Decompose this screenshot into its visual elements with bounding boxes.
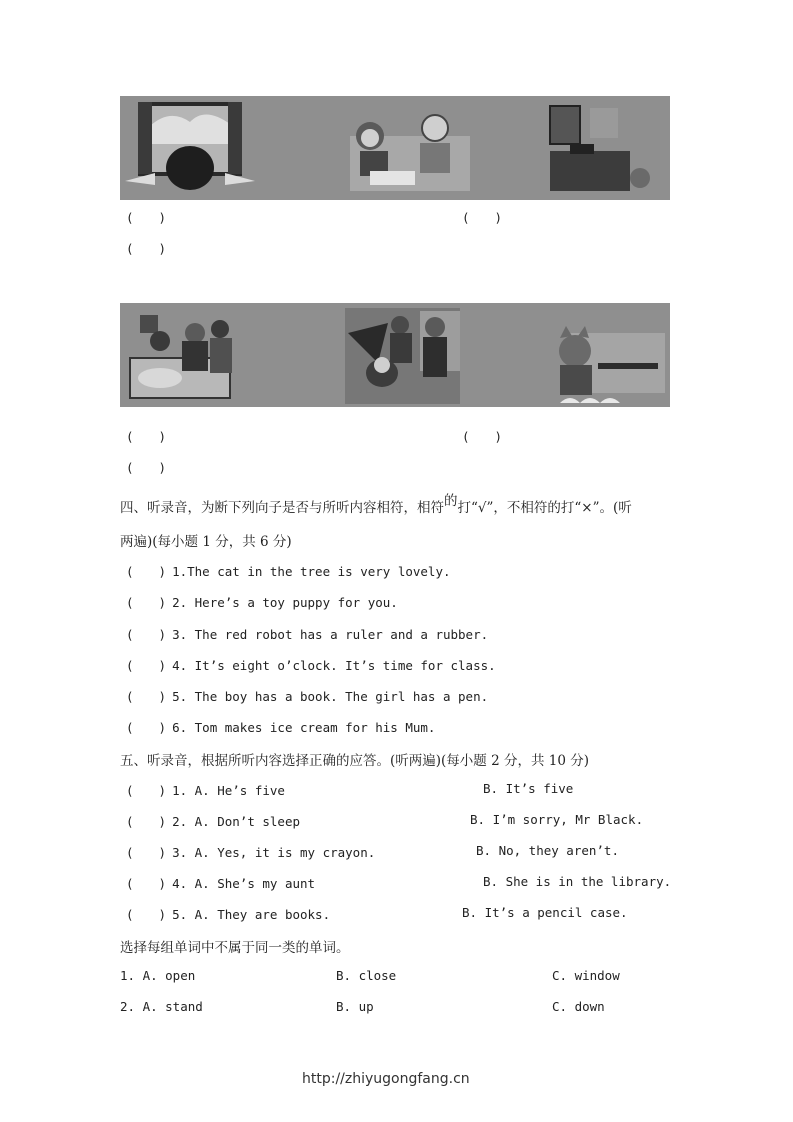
section-4-item-1 xyxy=(126,562,451,580)
picture-1-answer-blank: ( ) xyxy=(126,210,167,225)
section-6-item-2-option-b: B. up xyxy=(336,999,374,1014)
section-6-heading: 选择每组单词中不属于同一类的单词。 xyxy=(120,940,350,956)
answer-blank: ( ) xyxy=(126,907,167,922)
section-5-item-5-option-b: B. It’s a pencil case. xyxy=(462,905,628,920)
answer-blank: ( ) xyxy=(126,876,167,891)
answer-blank: ( ) xyxy=(126,627,167,642)
picture-6-answer-blank: ( ) xyxy=(126,460,167,475)
picture-5-answer-blank: ( ) xyxy=(462,429,503,444)
section-5-item-1 xyxy=(126,781,285,799)
section-4-heading-text: 四、听录音，为断下列向子是否与所听内容相符，相符 xyxy=(120,500,444,516)
statement-text: 1.The cat in the tree is very lovely. xyxy=(172,564,451,579)
answer-blank: ( ) xyxy=(126,783,167,798)
statement-text: 5. The boy has a book. The girl has a pen. xyxy=(172,689,489,704)
section-4-item-5 xyxy=(126,687,488,705)
section-4-heading-raised-char: 的 xyxy=(444,493,458,509)
section-5-item-2-option-b: B. I’m sorry, Mr Black. xyxy=(470,812,644,827)
section-5-item-2 xyxy=(126,812,300,830)
section-4-item-4 xyxy=(126,656,496,674)
option-a: 4. A. She’s my aunt xyxy=(172,876,316,891)
section-4-item-2 xyxy=(126,593,398,611)
cat-window-picture xyxy=(559,326,665,403)
picture-strip-2 xyxy=(120,303,670,407)
answer-blank: ( ) xyxy=(126,689,167,704)
section-4-heading-line-2: 两遍)(每小题 1 分，共 6 分) xyxy=(120,534,292,550)
answer-blank: ( ) xyxy=(126,720,167,735)
option-a: 2. A. Don’t sleep xyxy=(172,814,300,829)
section-5-item-3-option-b: B. No, they aren’t. xyxy=(476,843,619,858)
section-5-heading: 五、听录音，根据所听内容选择正确的应答。(听两遍)(每小题 2 分，共 10 分) xyxy=(120,753,589,769)
answer-blank: ( ) xyxy=(126,658,167,673)
section-6-item-1-option-c: C. window xyxy=(552,968,620,983)
window-scene-picture xyxy=(125,102,255,190)
answer-blank: ( ) xyxy=(126,595,167,610)
footer-url-watermark: http://zhiyugongfang.cn xyxy=(302,1071,470,1087)
picture-4-answer-blank: ( ) xyxy=(126,429,167,444)
option-a: 3. A. Yes, it is my crayon. xyxy=(172,845,376,860)
picture-3-answer-blank: ( ) xyxy=(126,241,167,256)
statement-text: 2. Here’s a toy puppy for you. xyxy=(172,595,398,610)
section-5-item-4-option-b: B. She is in the library. xyxy=(483,874,672,889)
option-a: 5. A. They are books. xyxy=(172,907,331,922)
picture-strip-2-illustration xyxy=(120,303,670,407)
picture-strip-1 xyxy=(120,96,670,200)
section-5-item-5 xyxy=(126,905,330,923)
section-6-item-2-option-c: C. down xyxy=(552,999,605,1014)
section-6-item-2-option-a: 2. A. stand xyxy=(120,999,203,1014)
kids-door-picture xyxy=(345,308,460,404)
section-4-heading xyxy=(120,493,632,516)
section-5-item-3 xyxy=(126,843,375,861)
section-6-item-1-option-b: B. close xyxy=(336,968,397,983)
section-5-item-1-option-b: B. It’s five xyxy=(483,781,574,796)
section-5-item-4 xyxy=(126,874,315,892)
section-6-item-1-option-a: 1. A. open xyxy=(120,968,196,983)
option-a: 1. A. He’s five xyxy=(172,783,285,798)
answer-blank: ( ) xyxy=(126,564,167,579)
answer-blank: ( ) xyxy=(126,845,167,860)
section-4-heading-tail: 打“√”，不相符的打“×”。(听 xyxy=(457,500,632,516)
picture-2-answer-blank: ( ) xyxy=(462,210,503,225)
statement-text: 4. It’s eight o’clock. It’s time for class. xyxy=(172,658,496,673)
statement-text: 3. The red robot has a ruler and a rubber. xyxy=(172,627,489,642)
answer-blank: ( ) xyxy=(126,814,167,829)
picture-strip-1-illustration xyxy=(120,96,670,200)
section-4-item-6 xyxy=(126,718,435,736)
section-4-item-3 xyxy=(126,625,488,643)
statement-text: 6. Tom makes ice cream for his Mum. xyxy=(172,720,436,735)
